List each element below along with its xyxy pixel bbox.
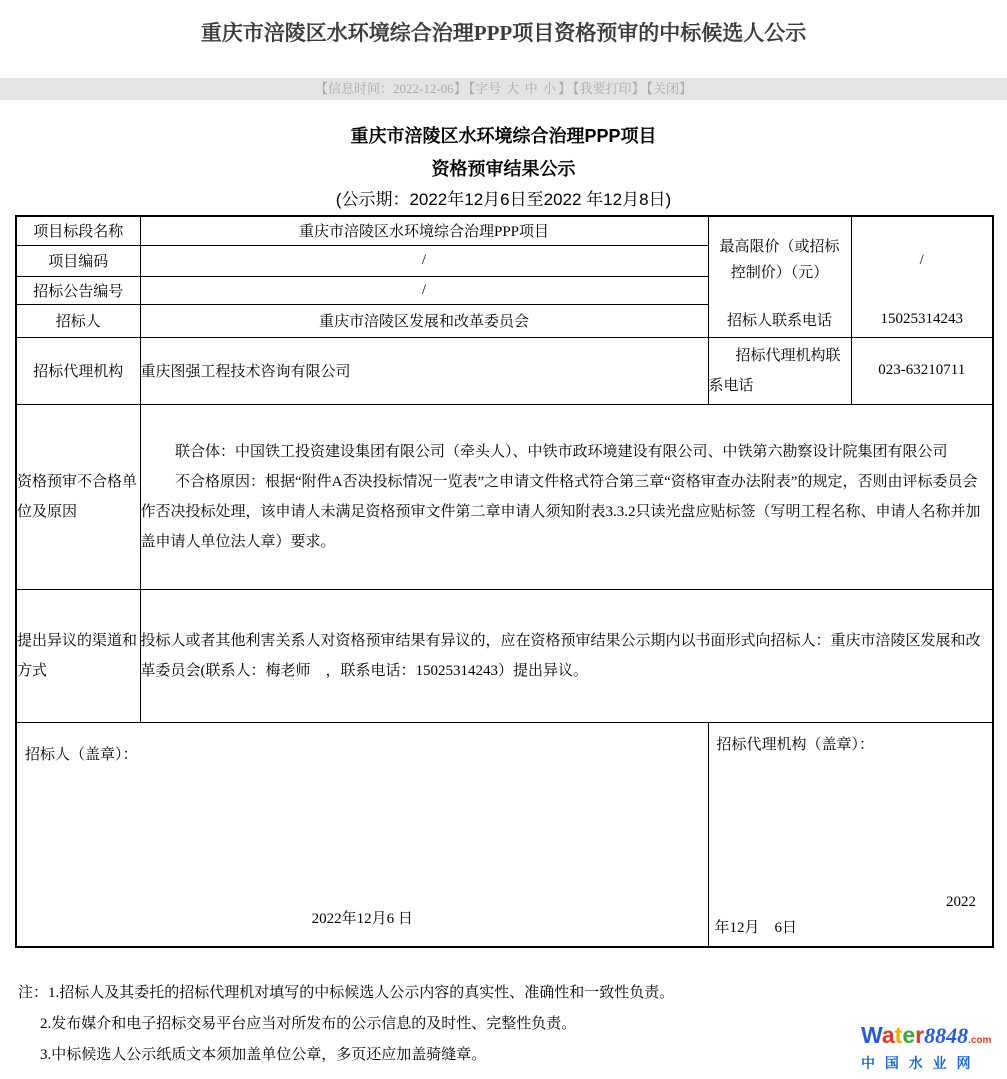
agency-phone-label: 招标代理机构联系电话 [708, 347, 841, 394]
agency-phone-value: 023-63210711 [851, 337, 993, 404]
disqualified-reason-paragraph: 不合格原因：根据“附件A否决投标情况一览表”之申请文件格式符合第三章“资格审查办法附表”的规定，否则由评标委员会作否决投标处理，该申请人未满足资格预审文件第二章申请人须知附表3.3.2只读光盘应贴标签（写明工程名称、申请人名称并加盖申请人单位法人章）要求。 [140, 473, 981, 550]
water8848-wordmark [861, 1022, 1001, 1054]
tenderer-phone-value: 15025314243 [880, 310, 963, 327]
logo-letter-a: a [881, 1022, 895, 1048]
objection-content-cell [140, 589, 993, 722]
table-row-project-name [16, 216, 993, 245]
footer-notes [18, 978, 1007, 1071]
agency-seal-cell [708, 722, 993, 947]
font-size-small-button[interactable]: 小 [542, 81, 556, 96]
objection-paragraph: 投标人或者其他利害关系人对资格预审结果有异议的，应在资格预审结果公示期内以书面形式向招标人：重庆市涪陵区发展和改革委员会(联系人：梅老师 ，联系电话：15025314243）提出异议。 [140, 632, 981, 679]
info-time-label: 【信息时间：2022-12-06】 [314, 81, 467, 96]
agency-seal-label: 招标代理机构（盖章）： [716, 736, 875, 753]
max-price-label: 最高限价（或招标控制价）（元） [719, 238, 840, 281]
page-title: 重庆市涪陵区水环境综合治理PPP项目资格预审的中标候选人公示 [200, 21, 807, 45]
print-button[interactable]: 【我要打印】 [572, 81, 645, 96]
max-price-cell [708, 216, 851, 337]
close-button[interactable]: 【关闭】 [646, 81, 693, 96]
water8848-logo [861, 1022, 1001, 1072]
document-title-line1: 重庆市涪陵区水环境综合治理PPP项目 [350, 126, 657, 146]
note-line-1: 注：1.招标人及其委托的招标代理机对填写的中标候选人公示内容的真实性、准确性和一致性负责。 [18, 985, 675, 1001]
tenderer-seal-date: 2022年12月6 日 [311, 910, 413, 927]
logo-dotcom: .com [968, 1035, 992, 1046]
logo-letter-w: W [861, 1022, 882, 1048]
agency-value: 重庆图强工程技术咨询有限公司 [140, 337, 708, 404]
project-name-value: 重庆市涪陵区水环境综合治理PPP项目 [140, 216, 708, 245]
agency-phone-label-cell [708, 337, 851, 404]
table-row-signature [16, 722, 993, 947]
announcement-no-label: 招标公告编号 [16, 276, 140, 304]
note-line-3: 3.中标候选人公示纸质文本须加盖单位公章，多页还应加盖骑缝章。 [40, 1047, 487, 1063]
logo-letter-e: e [902, 1022, 916, 1048]
publicity-period: (公示期：2022年12月6日至2022 年12月8日) [335, 190, 672, 209]
font-size-suffix: 】 [557, 81, 571, 96]
table-row-objection [16, 589, 993, 722]
project-code-value: / [140, 245, 708, 276]
note-line-2: 2.发布媒介和电子招标交易平台应当对所发布的公示信息的及时性、完整性负责。 [40, 1016, 577, 1032]
announcement-no-value: / [140, 276, 708, 304]
max-price-value: / [919, 251, 924, 268]
table-row-disqualified [16, 404, 993, 589]
info-toolbar [0, 78, 1007, 100]
tenderer-phone-label: 招标人联系电话 [726, 312, 832, 329]
document-title-block [0, 120, 1007, 214]
logo-subtitle: 中 国 水 业 网 [861, 1055, 974, 1071]
project-code-label: 项目编码 [16, 245, 140, 276]
logo-letter-t: t [894, 1022, 903, 1048]
disqualified-consortium-paragraph: 联合体：中国铁工投资建设集团有限公司（牵头人）、中铁市政环境建设有限公司、中铁第六勘察设计院集团有限公司 [175, 443, 948, 460]
tenderer-label: 招标人 [16, 304, 140, 337]
agency-seal-date-monthday: 年12月 6日 [714, 919, 798, 936]
agency-label: 招标代理机构 [16, 337, 140, 404]
font-size-large-button[interactable]: 大 [506, 81, 520, 96]
font-size-prefix: 【字号 [468, 81, 502, 96]
logo-number: 8848 [924, 1023, 969, 1048]
tenderer-seal-cell [16, 722, 708, 947]
announcement-table [15, 215, 994, 948]
logo-letter-r: r [915, 1022, 925, 1048]
tenderer-seal-label: 招标人（盖章）： [25, 746, 138, 763]
disqualified-content-cell [140, 404, 993, 589]
tenderer-value: 重庆市涪陵区发展和改革委员会 [140, 304, 708, 337]
disqualified-label: 资格预审不合格单位及原因 [16, 404, 140, 589]
table-row-agency [16, 337, 993, 404]
agency-seal-date-year: 2022 [946, 893, 976, 910]
project-name-label: 项目标段名称 [16, 216, 140, 245]
document-title-line2: 资格预审结果公示 [431, 159, 576, 179]
font-size-medium-button[interactable]: 中 [524, 81, 538, 96]
max-price-value-cell [851, 216, 993, 337]
objection-label: 提出异议的渠道和方式 [16, 589, 140, 722]
